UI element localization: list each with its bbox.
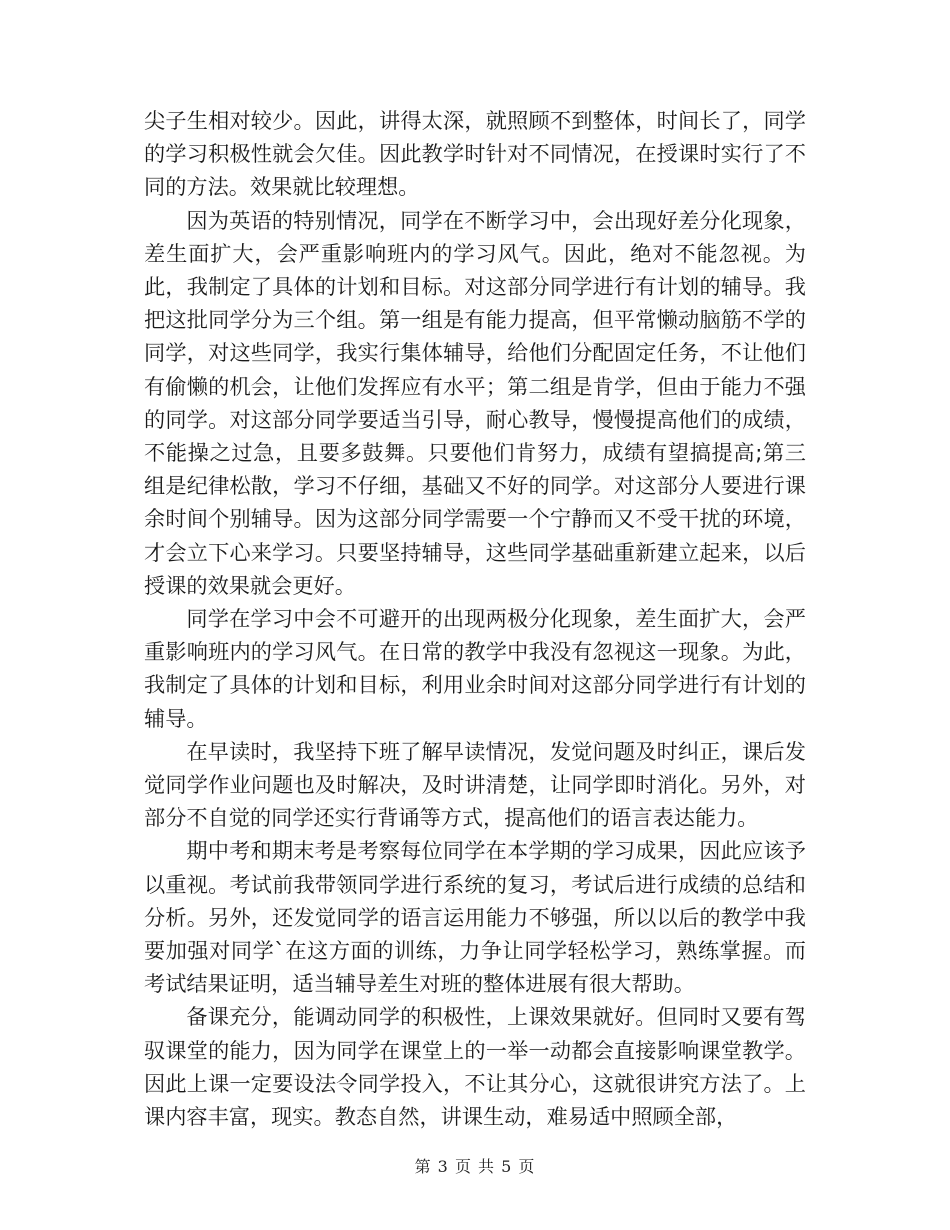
paragraph-1: 尖子生相对较少。因此，讲得太深，就照顾不到整体，时间长了，同学的学习积极性就会欠佳。因此教学时针对不同情况，在授课时实行了不同的方法。效果就比较理想。 [144, 108, 806, 200]
paragraph-6: 备课充分，能调动同学的积极性，上课效果就好。但同时又要有驾驭课堂的能力，因为同学在课堂上的一举一动都会直接影响课堂教学。因此上课一定要设法令同学投入，不让其分心，这就很讲究方法了。上课内容丰富，现实。教态自然，讲课生动，难易适中照顾全部， [144, 1004, 806, 1130]
paragraph-5: 期中考和期末考是考察每位同学在本学期的学习成果，因此应该予以重视。考试前我带领同学进行系统的复习，考试后进行成绩的总结和分析。另外，还发觉同学的语言运用能力不够强，所以以后的教学中我要加强对同学`在这方面的训练，力争让同学轻松学习，熟练掌握。而考试结果证明，适当辅导差生对班的整体进展有很大帮助。 [144, 838, 806, 997]
paragraph-2: 因为英语的特别情况，同学在不断学习中，会出现好差分化现象，差生面扩大，会严重影响班内的学习风气。因此，绝对不能忽视。为此，我制定了具体的计划和目标。对这部分同学进行有计划的辅导。我把这批同学分为三个组。第一组是有能力提高，但平常懒动脑筋不学的同学，对这些同学，我实行集体辅导，给他们分配固定任务，不让他们有偷懒的机会，让他们发挥应有水平；第二组是肯学，但由于能力不强的同学。对这部分同学要适当引导，耐心教导，慢慢提高他们的成绩，不能操之过急，且要多鼓舞。只要他们肯努力，成绩有望搞提高;第三组是纪律松散，学习不仔细，基础又不好的同学。对这部分人要进行课余时间个别辅导。因为这部分同学需要一个宁静而又不受干扰的环境，才会立下心来学习。只要坚持辅导，这些同学基础重新建立起来，以后授课的效果就会更好。 [144, 207, 806, 598]
paragraph-3: 同学在学习中会不可避开的出现两极分化现象，差生面扩大，会严重影响班内的学习风气。在日常的教学中我没有忽视这一现象。为此，我制定了具体的计划和目标，利用业余时间对这部分同学进行有计划的辅导。 [144, 606, 806, 731]
page-number-footer: 第 3 页 共 5 页 [414, 1157, 536, 1176]
paragraph-4: 在早读时，我坚持下班了解早读情况，发觉问题及时纠正，课后发觉同学作业问题也及时解决，及时讲清楚，让同学即时消化。另外，对部分不自觉的同学还实行背诵等方式，提高他们的语言表达能力。 [144, 738, 806, 831]
document-body [144, 104, 806, 1133]
